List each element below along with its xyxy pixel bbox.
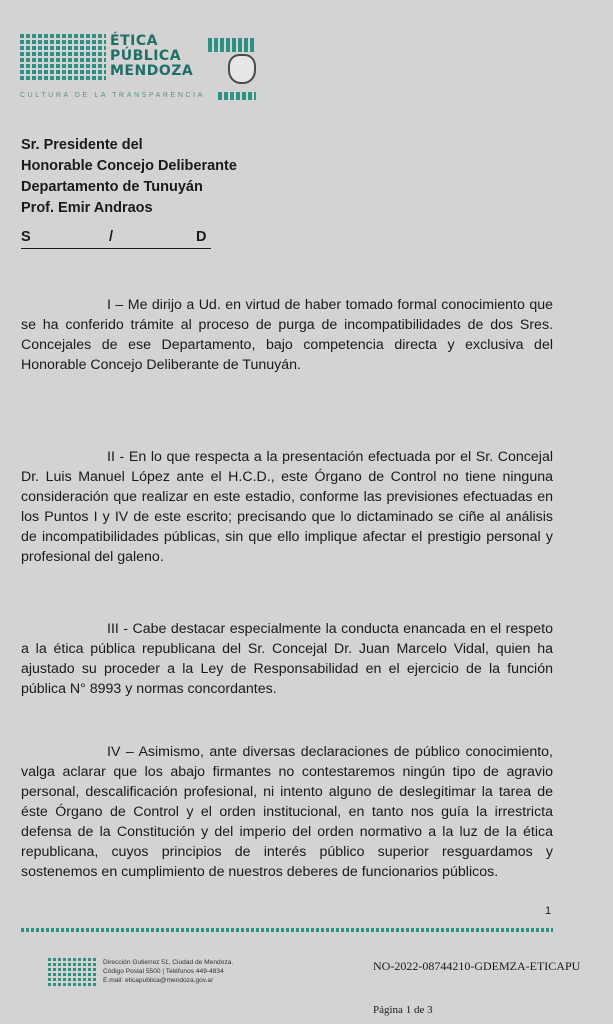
- footer-contact: [103, 958, 233, 985]
- paragraph-4: IV – Asimismo, ante diversas declaraciones de público conocimiento, valga aclarar que los abajo firmantes no contestaremos ningún tipo de agravio personal, descalificación profesional, ni intento alguno de deslegitimar la tarea de éste Órgano de Control y el orden institucional, en tanto nos guía la irrestricta defensa de la Constitución y del imperio del orden normativo a la luz de la ética republicana, cuyos principios de interés público superior resguardamos y sostenemos en cumplimiento de nuestros deberes de funcionarios públicos.: [21, 744, 553, 880]
- salutation-slash: /: [109, 229, 114, 245]
- seal-icon: [228, 54, 256, 84]
- logo-title: [110, 34, 193, 79]
- addressee-block: [21, 135, 237, 219]
- page-label: Página 1 de 3: [373, 1004, 433, 1016]
- footer-phone: Código Postal 5500 | Teléfonos 449-4834: [103, 968, 224, 975]
- addressee-line: Sr. Presidente del: [21, 137, 143, 153]
- footer-logo-mosaic: [48, 958, 96, 986]
- logo-title-line: ÉTICA: [110, 33, 158, 49]
- addressee-line: Prof. Emir Andraos: [21, 200, 153, 216]
- logo-mosaic-small: [218, 92, 256, 100]
- paragraph-2: II - En lo que respecta a la presentación efectuada por el Sr. Concejal Dr. Luis Manuel López ante el H.C.D., este Órgano de Control no tiene ninguna consideración que realizar en este estadio, conforme las previsiones efectuadas en los Puntos I y IV de este escrito; precisando que lo dictaminado se ciñe al análisis de incompatibilidades públicas, sin que ello implique afectar el prestigio personal y profesional del galeno.: [21, 449, 553, 565]
- footer-email: E.mail: eticapublica@mendoza.gov.ar: [103, 977, 214, 984]
- logo-mosaic: [20, 34, 106, 80]
- footer-address: Dirección Gutierrez 51, Ciudad de Mendoza.: [103, 959, 234, 966]
- salutation-s: S: [21, 229, 31, 245]
- logo-tagline: CULTURA DE LA TRANSPARENCIA: [20, 92, 205, 99]
- logo-mosaic-right: [208, 38, 256, 52]
- logo-title-line: MENDOZA: [110, 63, 194, 79]
- salutation-d: D: [196, 229, 207, 245]
- document-id: NO-2022-08744210-GDEMZA-ETICAPU: [373, 959, 581, 973]
- addressee-line: Departamento de Tunuyán: [21, 179, 203, 195]
- footer-divider: [21, 928, 553, 932]
- addressee-line: Honorable Concejo Deliberante: [21, 158, 237, 174]
- paragraph-3: III - Cabe destacar especialmente la conducta enancada en el respeto a la ética pública republicana del Sr. Concejal Dr. Juan Marcelo Vidal, quien ha ajustado su proceder a la Ley de Responsabilidad en el ejercicio de la función pública N° 8993 y normas concordantes.: [21, 621, 553, 697]
- etica-publica-logo: [20, 34, 245, 104]
- logo-title-line: PÚBLICA: [110, 48, 182, 64]
- paragraph-1: I – Me dirijo a Ud. en virtud de haber tomado formal conocimiento que se ha conferido trámite al proceso de purga de incompatibilidades de dos Sres. Concejales de ese Departamento, bajo competencia directa y exclusiva del Honorable Concejo Deliberante de Tunuyán.: [21, 297, 553, 373]
- page-number: 1: [545, 905, 552, 917]
- salutation-line: [21, 229, 211, 249]
